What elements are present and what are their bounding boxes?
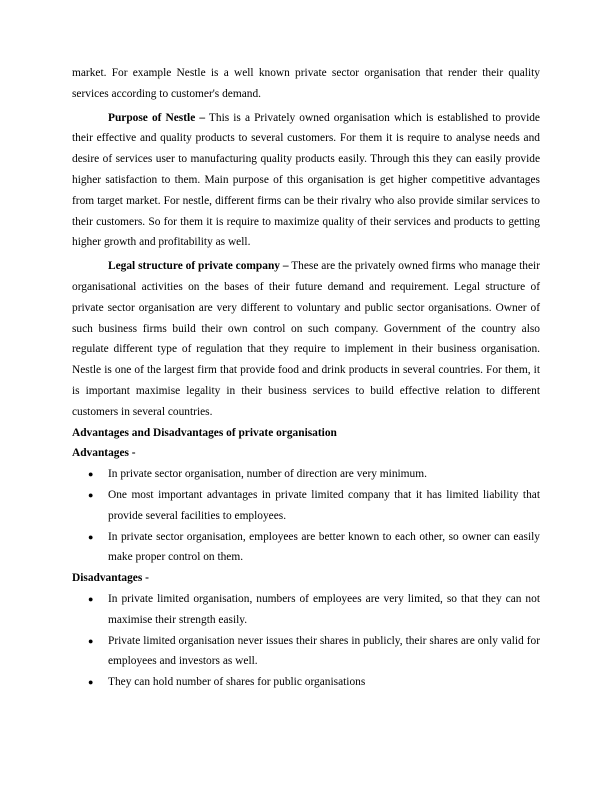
legal-structure-label: Legal structure of private company – — [108, 260, 289, 273]
list-item-text: They can hold number of shares for public organisations — [108, 676, 366, 689]
list-item — [72, 485, 540, 527]
list-item-text: Private limited organisation never issues their shares in publicly, their shares are only valid for employees and investors as well. — [108, 634, 540, 668]
disadvantages-list — [72, 589, 540, 693]
list-item-text: In private limited organisation, numbers of employees are very limited, so that they can not maximise their strength easily. — [108, 592, 540, 626]
bullet-icon: ● — [88, 531, 94, 542]
advantages-heading: Advantages - — [72, 447, 136, 460]
list-item — [72, 631, 540, 673]
bullet-icon: ● — [88, 469, 94, 480]
purpose-paragraph — [72, 108, 540, 254]
bullet-icon: ● — [88, 635, 94, 646]
purpose-text: This is a Privately owned organisation which is established to provide their effective and quality products to several customers. For them it is require to analyse needs and desire of services user to manufacturing quality products easily. Through this they can easily provide higher satisfaction to them. Main purpose of this organisation is get higher competitive advantages from target market. For nestle, different firms can be their rivalry who also provide similar services to their customers. So for them it is require to maximize quality of their services and products to getting higher growth and profitability as well. — [72, 111, 540, 249]
purpose-label: Purpose of Nestle – — [108, 111, 206, 124]
section-heading: Advantages and Disadvantages of private organisation — [72, 426, 337, 439]
document-body — [72, 63, 540, 693]
legal-structure-text: These are the privately owned firms who manage their organisational activities on the bases of their future demand and requirement. Legal structure of private sector organisation are very different to voluntary and public sector organisations. Owner of such business firms build their own control on such company. Government of the country also regulate different type of regulation that they require to implement in their business organisation. Nestle is one of the largest firm that provide food and drink products in several countries. For them, it is important maximise legality in their business services to build effective relation to different customers in several countries. — [72, 260, 540, 418]
disadvantages-heading: Disadvantages - — [72, 572, 149, 585]
advantages-list — [72, 464, 540, 568]
legal-structure-paragraph — [72, 256, 540, 422]
list-item — [72, 589, 540, 631]
intro-paragraph: market. For example Nestle is a well known private sector organisation that render their quality services according to customer's demand. — [72, 67, 540, 100]
list-item-text: In private sector organisation, employees are better known to each other, so owner can easily make proper control on them. — [108, 530, 540, 564]
list-item — [72, 464, 540, 485]
bullet-icon: ● — [88, 489, 94, 500]
bullet-icon: ● — [88, 593, 94, 604]
bullet-icon: ● — [88, 677, 94, 688]
list-item-text: One most important advantages in private limited company that it has limited liability that provide several facilities to employees. — [108, 488, 540, 522]
list-item-text: In private sector organisation, number of direction are very minimum. — [108, 468, 427, 481]
list-item — [72, 672, 540, 693]
list-item — [72, 527, 540, 569]
